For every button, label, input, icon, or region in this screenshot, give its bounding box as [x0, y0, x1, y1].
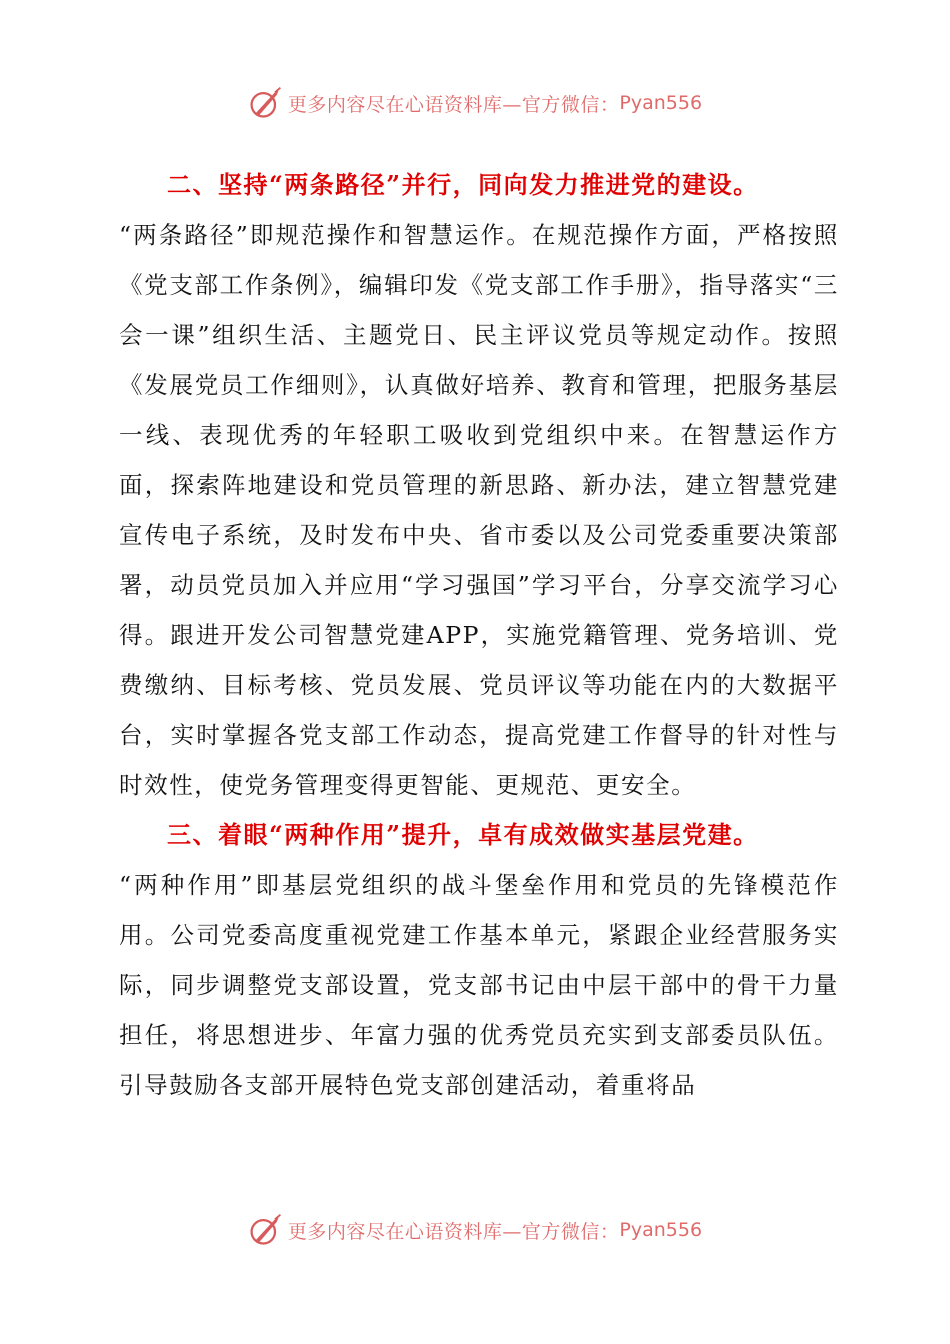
watermark-text: 更多内容尽在心语资料库—官方微信：: [287, 1220, 620, 1243]
watermark-text: 更多内容尽在心语资料库—官方微信：: [287, 93, 620, 116]
section-heading: 三、着眼“两种作用”提升，卓有成效做实基层党建。: [167, 820, 759, 849]
watermark-header: [0, 83, 950, 123]
watermark-wechat-id: Pyan556: [619, 1219, 703, 1241]
section-3: [119, 810, 839, 1110]
section-paragraph: “两条路径”即规范操作和智慧运作。在规范操作方面，严格按照《党支部工作条例》，编辑印发《党支部工作手册》，指导落实“三会一课”组织生活、主题党日、民主评议党员等规定动作。按照《发展党员工作细则》，认真做好培养、教育和管理，把服务基层一线、表现优秀的年轻职工吸收到党组织中来。在智慧运作方面，探索阵地建设和党员管理的新思路、新办法，建立智慧党建宣传电子系统，及时发布中央、省市委以及公司党委重要决策部署，动员党员加入并应用“学习强国”学习平台，分享交流学习心得。跟进开发公司智慧党建APP，实施党籍管理、党务培训、党费缴纳、目标考核、党员发展、党员评议等功能在内的大数据平台，实时掌握各党支部工作动态，提高党建工作督导的针对性与时效性，使党务管理变得更智能、更规范、更安全。: [119, 221, 839, 799]
pen-quill-logo-icon: [248, 85, 284, 121]
section-paragraph: “两种作用”即基层党组织的战斗堡垒作用和党员的先锋模范作用。公司党委高度重视党建工作基本单元，紧跟企业经营服务实际，同步调整党支部设置，党支部书记由中层干部中的骨干力量担任，将思想进步、年富力强的优秀党员充实到支部委员队伍。引导鼓励各支部开展特色党支部创建活动，着重将品: [119, 871, 839, 1099]
watermark-footer: [0, 1210, 950, 1250]
section-heading: 二、坚持“两条路径”并行，同向发力推进党的建设。: [167, 170, 759, 199]
document-body: [119, 160, 839, 1110]
section-2: [119, 160, 839, 810]
pen-quill-logo-icon: [248, 1212, 284, 1248]
watermark-wechat-id: Pyan556: [619, 92, 703, 114]
